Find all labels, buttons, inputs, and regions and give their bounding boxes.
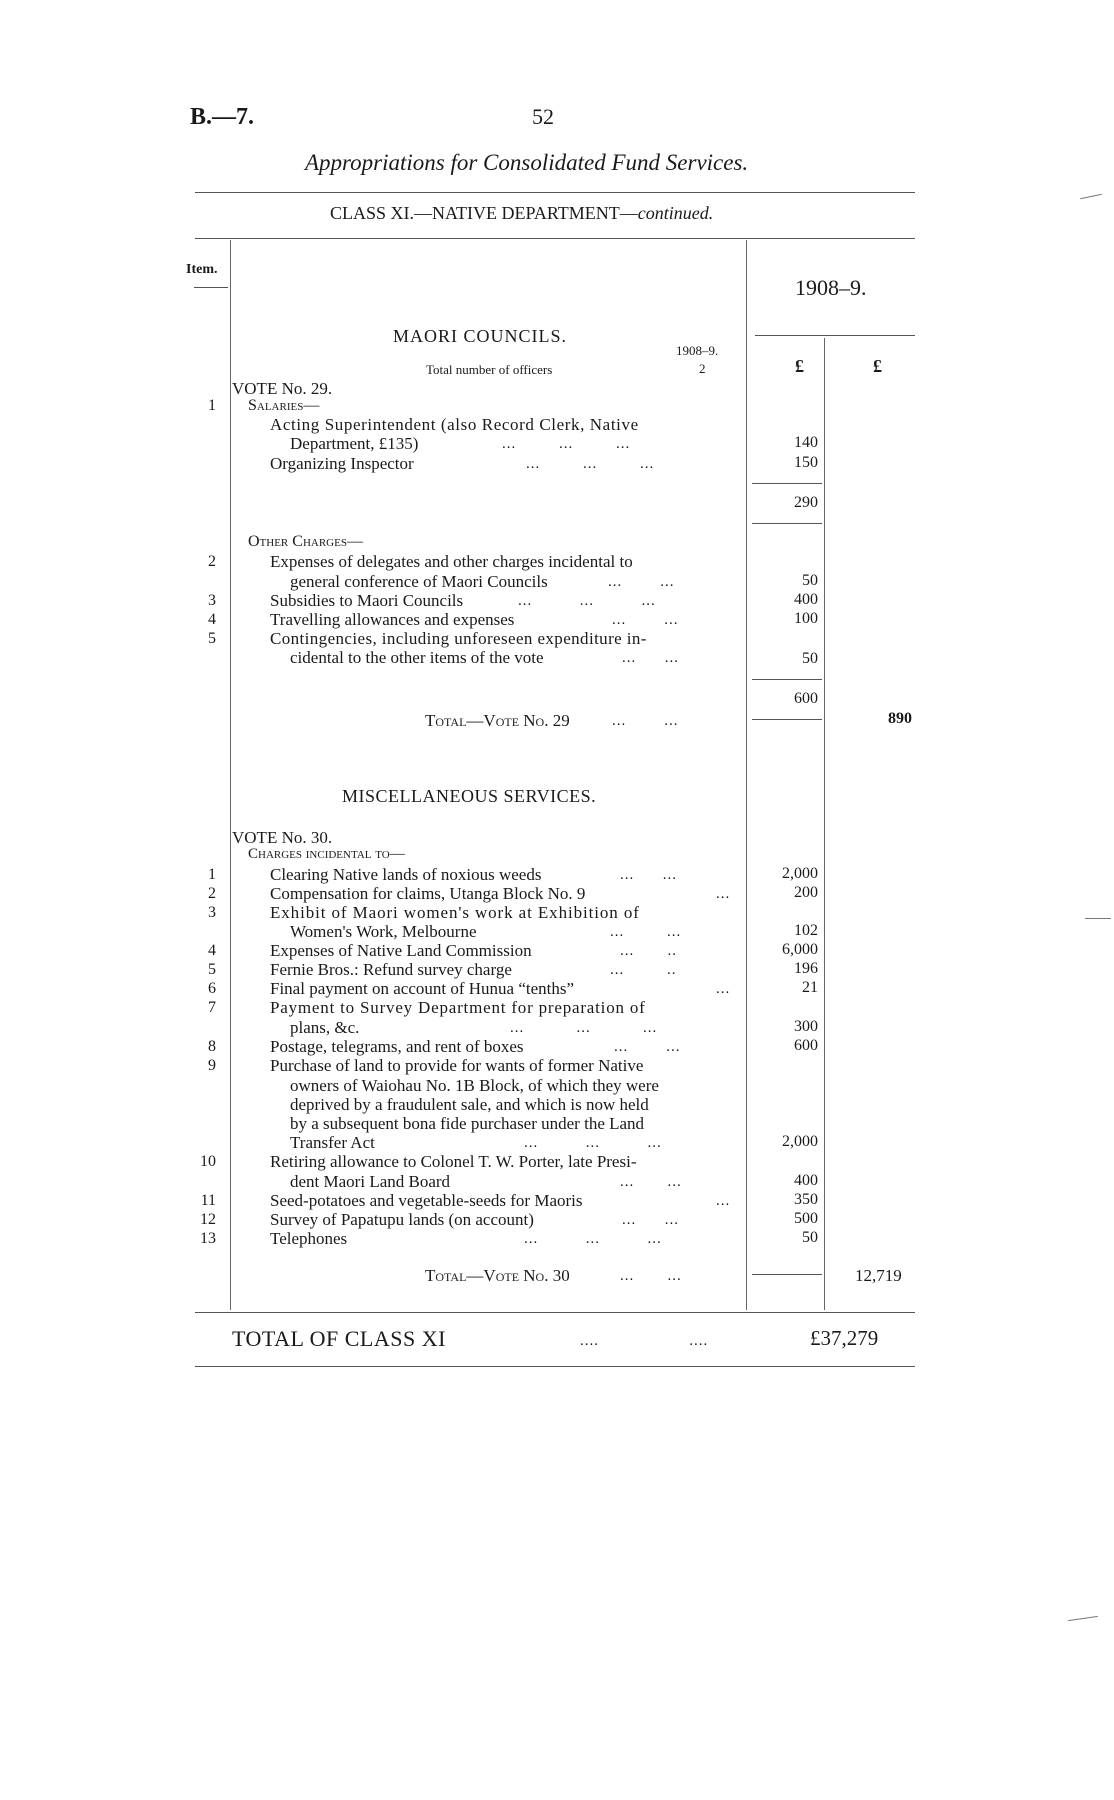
misc-line: Clearing Native lands of noxious weeds xyxy=(270,865,542,884)
charge-line: cidental to the other items of the vote xyxy=(290,648,544,667)
class-heading-main: CLASS XI.—NATIVE DEPARTMENT— xyxy=(330,203,638,223)
misc-line: Retiring allowance to Colonel T. W. Porter, late Presi- xyxy=(270,1152,637,1171)
vote-30-total-label: Total—Vote No. 30 xyxy=(425,1266,570,1285)
item-number: 4 xyxy=(208,611,216,628)
margin-mark xyxy=(1080,194,1102,200)
misc-line: Exhibit of Maori women's work at Exhibition of xyxy=(270,903,640,922)
item-number: 13 xyxy=(200,1230,216,1247)
item-number: 11 xyxy=(200,1192,216,1209)
item-column-label: Item. xyxy=(186,262,218,277)
misc-line: Survey of Papatupu lands (on account) xyxy=(270,1210,534,1229)
salary-line: Acting Superintendent (also Record Clerk, Native xyxy=(270,415,639,434)
misc-line: Fernie Bros.: Refund survey charge xyxy=(270,960,512,979)
misc-line: Transfer Act xyxy=(290,1133,375,1152)
item-number: 10 xyxy=(200,1153,216,1170)
charge-line: general conference of Maori Councils xyxy=(290,572,548,591)
misc-amount: 6,000 xyxy=(782,941,818,958)
amount-divider xyxy=(824,338,825,1310)
vote-30-total: 12,719 xyxy=(855,1266,902,1285)
other-charges-subtotal: 600 xyxy=(794,690,818,707)
class-total-top-rule xyxy=(195,1312,915,1313)
subtotal-rule xyxy=(752,1274,822,1275)
salary-line: Department, £135) xyxy=(290,434,419,453)
leader-dots: ... ... xyxy=(608,574,675,590)
officers-count: 2 xyxy=(699,361,706,376)
margin-mark xyxy=(1085,918,1111,919)
item-number: 12 xyxy=(200,1211,216,1228)
item-number: 4 xyxy=(208,942,216,959)
leader-dots: ... .. xyxy=(610,962,677,978)
charges-incidental-heading: Charges incidental to— xyxy=(248,846,405,862)
misc-amount: 400 xyxy=(794,1172,818,1189)
salary-amount: 140 xyxy=(794,434,818,451)
misc-line: owners of Waiohau No. 1B Block, of which they were xyxy=(290,1076,659,1095)
leader-dots: ... ... ... xyxy=(524,1231,662,1247)
salary-amount: 150 xyxy=(794,454,818,471)
misc-amount: 102 xyxy=(794,922,818,939)
leader-dots: ... ... xyxy=(612,713,679,729)
leader-dots: ... ... ... xyxy=(510,1020,658,1036)
leader-dots: ... xyxy=(716,1193,731,1209)
misc-amount: 300 xyxy=(794,1018,818,1035)
misc-line: Telephones xyxy=(270,1229,348,1248)
margin-mark xyxy=(1068,1616,1098,1621)
leader-dots: ... ... ... xyxy=(526,456,655,472)
leader-dots: .... .... xyxy=(580,1333,709,1349)
leader-dots: ... ... xyxy=(610,924,682,940)
leader-dots: ... ... xyxy=(622,1212,679,1228)
misc-amount: 196 xyxy=(794,960,818,977)
misc-line: Seed-potatoes and vegetable-seeds for Maoris xyxy=(270,1191,583,1210)
misc-line: Purchase of land to provide for wants of former Native xyxy=(270,1056,644,1075)
item-number: 8 xyxy=(208,1038,216,1055)
page-title: Appropriations for Consolidated Fund Services. xyxy=(305,150,749,175)
title-rule xyxy=(195,192,915,193)
year-rule xyxy=(755,335,915,336)
charge-amount: 50 xyxy=(802,572,818,589)
other-charges-heading: Other Charges— xyxy=(248,533,363,550)
item-divider xyxy=(230,240,231,1310)
misc-amount: 2,000 xyxy=(782,1133,818,1150)
item-number: 3 xyxy=(208,592,216,609)
misc-line: Expenses of Native Land Commission xyxy=(270,941,532,960)
leader-dots: ... xyxy=(716,886,731,902)
charge-line: Travelling allowances and expenses xyxy=(270,610,515,629)
page-code: B.—7. xyxy=(190,104,255,130)
misc-line: Payment to Survey Department for preparation of xyxy=(270,998,646,1017)
misc-line: Women's Work, Melbourne xyxy=(290,922,477,941)
leader-dots: ... ... ... xyxy=(524,1135,662,1151)
leader-dots: ... .. xyxy=(620,943,677,959)
charge-amount: 400 xyxy=(794,591,818,608)
misc-line: by a subsequent bona fide purchaser under the Land xyxy=(290,1114,645,1133)
year-column-label: 1908–9. xyxy=(795,275,867,300)
charge-line: Subsidies to Maori Councils xyxy=(270,591,464,610)
leader-dots: ... ... xyxy=(622,650,679,666)
misc-line: deprived by a fraudulent sale, and which is now held xyxy=(290,1095,649,1114)
item-number: 3 xyxy=(208,904,216,921)
class-heading xyxy=(330,203,713,224)
class-total-bottom-rule xyxy=(195,1366,915,1367)
salaries-heading: Salaries— xyxy=(248,397,320,414)
misc-line: Postage, telegrams, and rent of boxes xyxy=(270,1037,524,1056)
item-number: 2 xyxy=(208,553,216,570)
table-top-rule xyxy=(195,238,915,239)
page-number: 52 xyxy=(532,104,554,129)
misc-amount: 2,000 xyxy=(782,865,818,882)
item-number: 2 xyxy=(208,885,216,902)
item-number: 7 xyxy=(208,999,216,1016)
item-number: 5 xyxy=(208,630,216,647)
officers-year: 1908–9. xyxy=(676,343,719,358)
leader-dots: ... ... ... xyxy=(518,593,656,609)
vote-29-total-label: Total—Vote No. 29 xyxy=(425,711,570,730)
subtotal-rule xyxy=(752,483,822,484)
vote-30-label: VOTE No. 30. xyxy=(232,828,333,847)
leader-dots: ... xyxy=(716,981,731,997)
salary-line: Organizing Inspector xyxy=(270,454,414,473)
charge-amount: 50 xyxy=(802,650,818,667)
item-number: 9 xyxy=(208,1057,216,1074)
misc-amount: 600 xyxy=(794,1037,818,1054)
charge-line: Expenses of delegates and other charges incidental to xyxy=(270,552,633,571)
charge-line: Contingencies, including unforeseen expenditure in- xyxy=(270,629,647,648)
misc-line: dent Maori Land Board xyxy=(290,1172,451,1191)
leader-dots: ... ... xyxy=(614,1039,681,1055)
vote-29-total: 890 xyxy=(888,710,912,727)
item-number: 1 xyxy=(208,866,216,883)
charge-amount: 100 xyxy=(794,610,818,627)
leader-dots: ... ... xyxy=(620,1174,682,1190)
misc-line: plans, &c. xyxy=(290,1018,360,1037)
leader-dots: ... ... ... xyxy=(502,436,631,452)
section-heading-miscellaneous: MISCELLANEOUS SERVICES. xyxy=(342,786,597,806)
misc-amount: 200 xyxy=(794,884,818,901)
pound-column-1: £ xyxy=(795,356,804,376)
salaries-subtotal: 290 xyxy=(794,494,818,511)
item-number: 6 xyxy=(208,980,216,997)
description-divider xyxy=(746,240,747,1310)
officers-label: Total number of officers xyxy=(426,362,553,377)
class-total-label: TOTAL OF CLASS XI xyxy=(232,1326,446,1351)
misc-amount: 21 xyxy=(802,979,818,996)
subtotal-rule xyxy=(752,719,822,720)
item-label-rule xyxy=(194,287,228,288)
misc-line: Compensation for claims, Utanga Block No. 9 xyxy=(270,884,586,903)
subtotal-rule xyxy=(752,523,822,524)
leader-dots: ... ... xyxy=(620,867,677,883)
class-heading-continued: continued. xyxy=(637,203,714,223)
vote-29-label: VOTE No. 29. xyxy=(232,379,333,398)
misc-line: Final payment on account of Hunua “tenths” xyxy=(270,979,575,998)
subtotal-rule xyxy=(752,679,822,680)
class-total-amount: £37,279 xyxy=(810,1326,879,1350)
misc-amount: 50 xyxy=(802,1229,818,1246)
item-number: 1 xyxy=(208,397,216,414)
item-number: 5 xyxy=(208,961,216,978)
leader-dots: ... ... xyxy=(620,1268,682,1284)
pound-column-2: £ xyxy=(873,356,882,376)
misc-amount: 350 xyxy=(794,1191,818,1208)
misc-amount: 500 xyxy=(794,1210,818,1227)
section-heading-maori-councils: MAORI COUNCILS. xyxy=(393,326,568,346)
leader-dots: ... ... xyxy=(612,612,679,628)
